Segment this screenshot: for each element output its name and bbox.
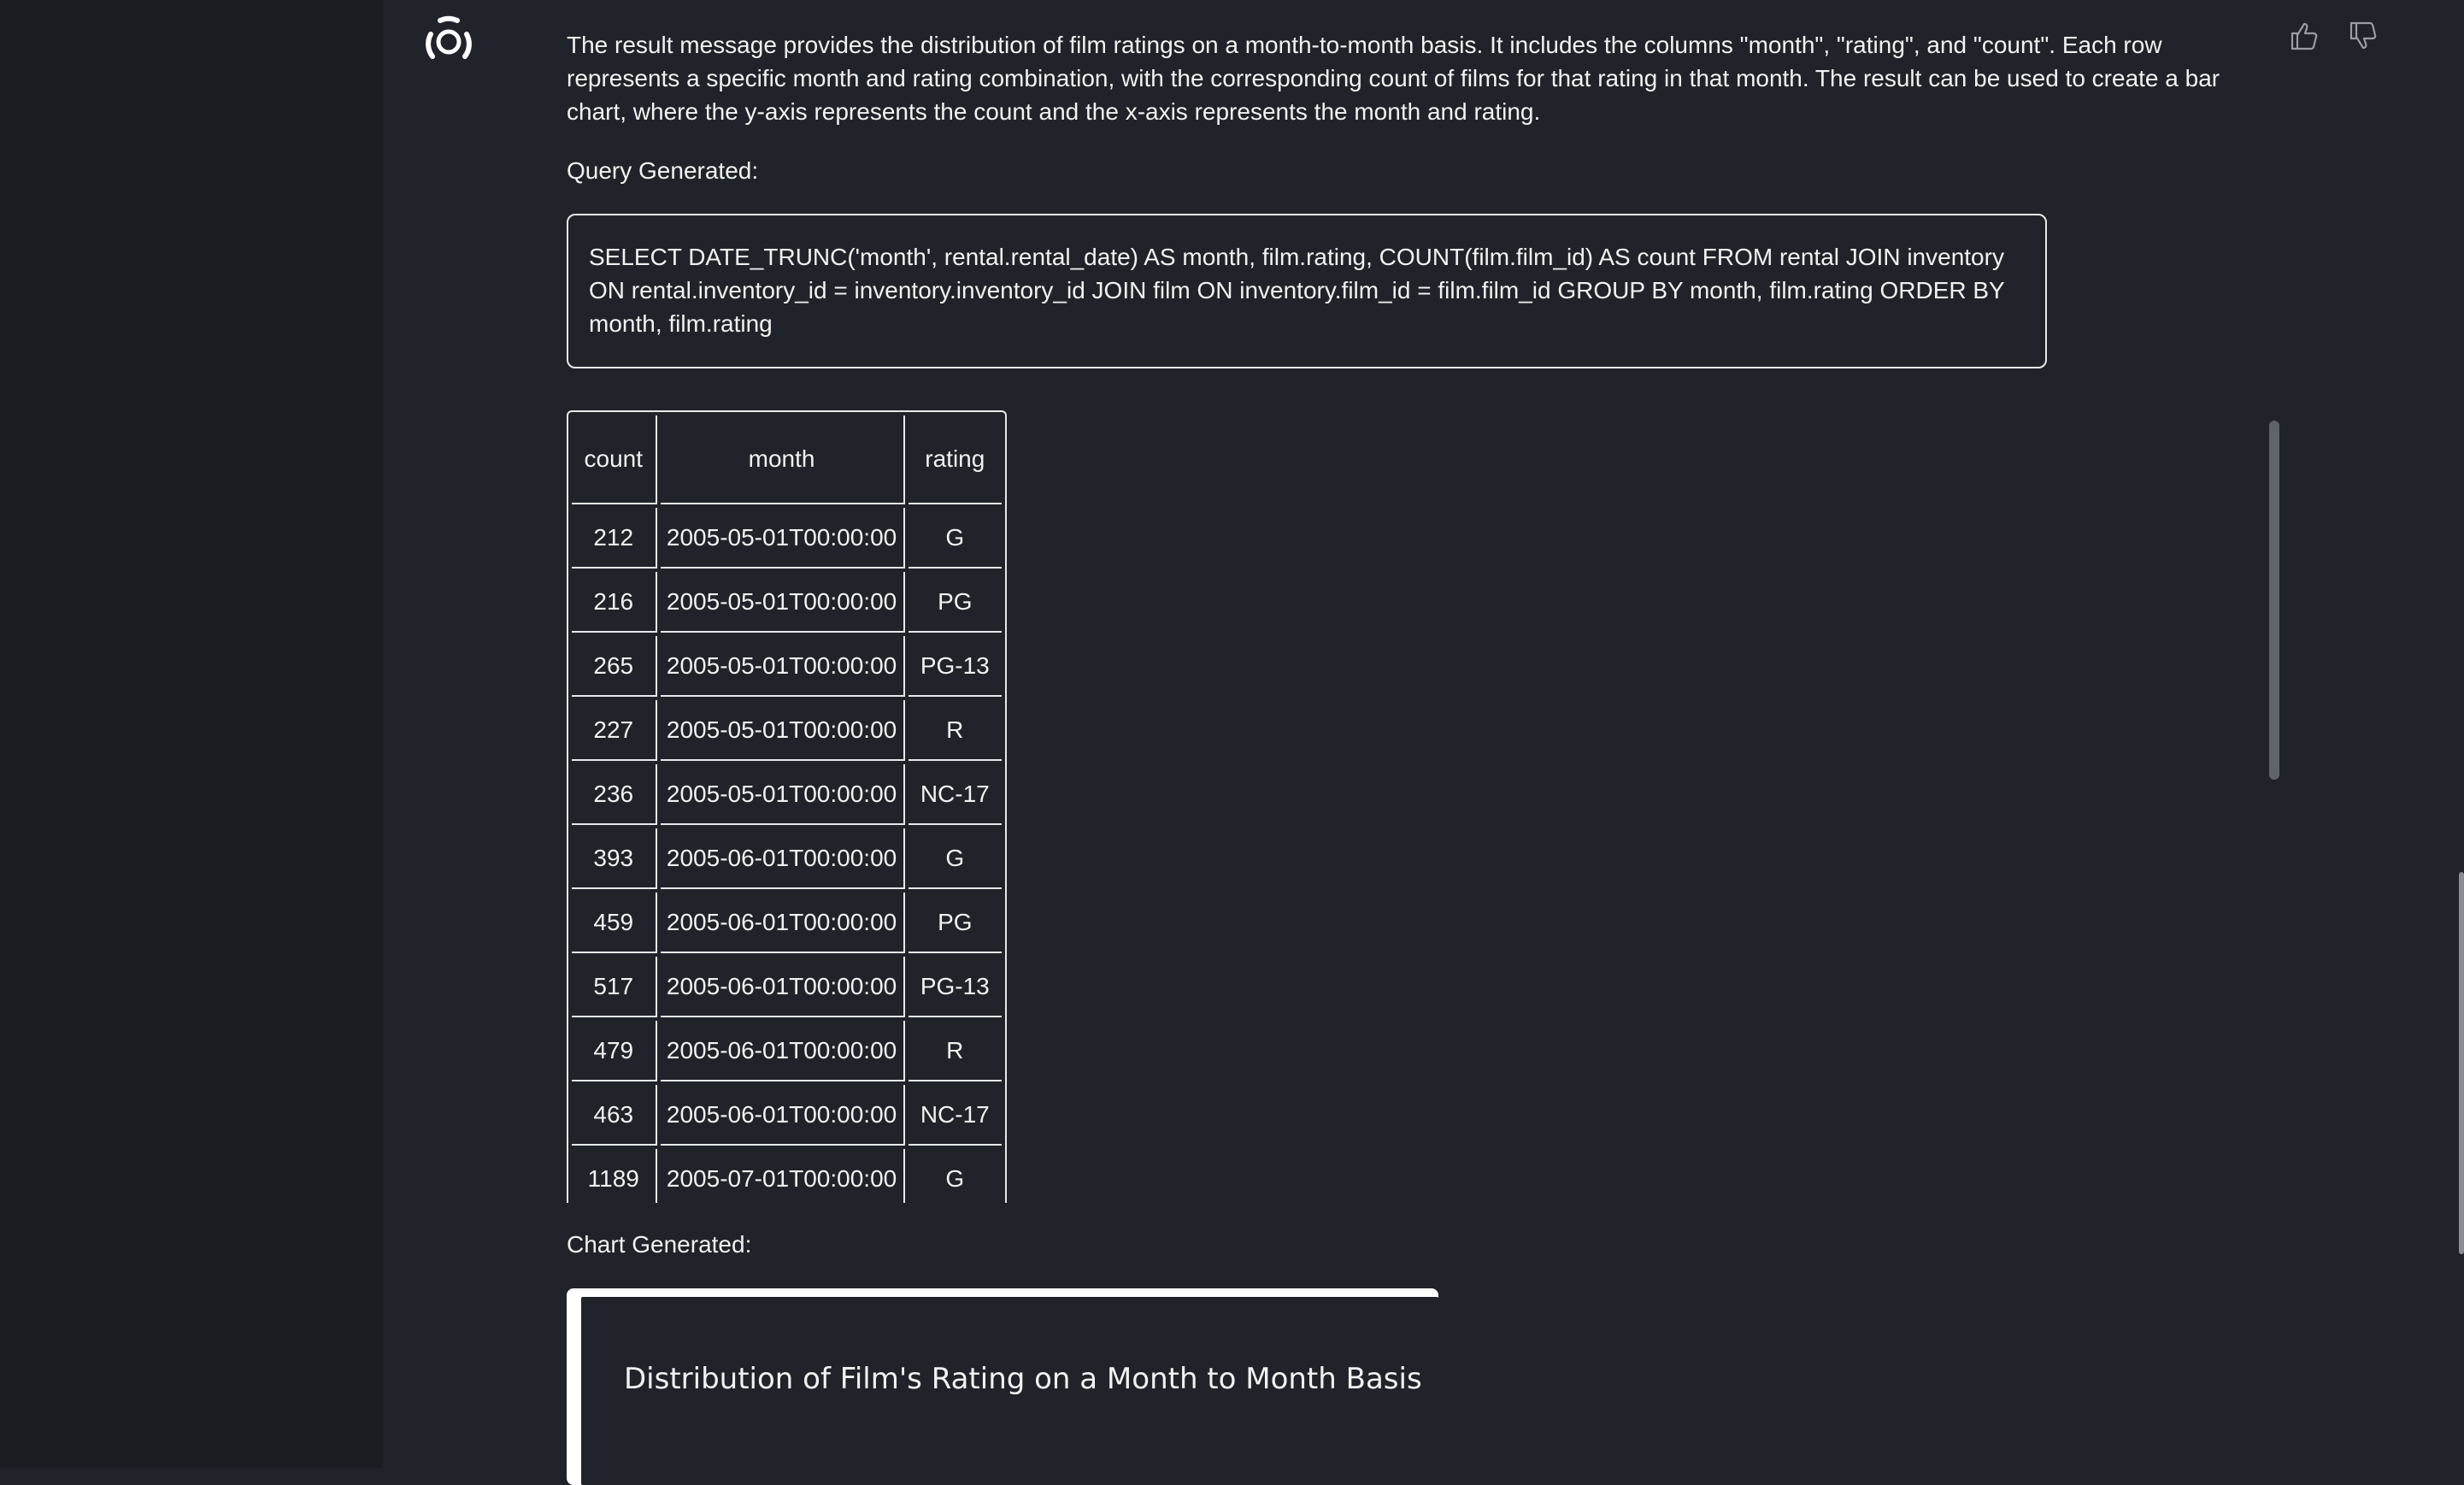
- cell-rating: G: [909, 508, 1002, 569]
- cell-month: 2005-06-01T00:00:00: [661, 1085, 905, 1146]
- cell-count: 393: [572, 828, 657, 889]
- header-rating: rating: [909, 415, 1002, 504]
- cell-month: 2005-05-01T00:00:00: [661, 764, 905, 825]
- cell-rating: G: [909, 828, 1002, 889]
- table-row: [572, 700, 1002, 761]
- cell-count: 212: [572, 508, 657, 569]
- cell-month: 2005-06-01T00:00:00: [661, 957, 905, 1017]
- inner-scrollbar[interactable]: [2269, 421, 2279, 780]
- chart-card: [567, 1288, 1438, 1485]
- cell-month: 2005-06-01T00:00:00: [661, 893, 905, 953]
- table-row: [572, 508, 1002, 569]
- table-row: [572, 1085, 1002, 1146]
- table-row: [572, 828, 1002, 889]
- query-label: Query Generated:: [567, 157, 759, 184]
- cell-month: 2005-05-01T00:00:00: [661, 700, 905, 761]
- cell-rating: PG-13: [909, 957, 1002, 1017]
- table-row: [572, 764, 1002, 825]
- query-box: [567, 214, 2047, 368]
- cell-rating: NC-17: [909, 1085, 1002, 1146]
- cell-rating: R: [909, 1021, 1002, 1081]
- cell-month: 2005-06-01T00:00:00: [661, 828, 905, 889]
- chart-title: Distribution of Film's Rating on a Month to Month Basis: [624, 1362, 1422, 1396]
- table-row: [572, 1149, 1002, 1203]
- table-row: [572, 893, 1002, 953]
- cell-rating: PG-13: [909, 636, 1002, 697]
- cell-count: 1189: [572, 1149, 657, 1203]
- cell-count: 459: [572, 893, 657, 953]
- cell-rating: G: [909, 1149, 1002, 1203]
- assistant-logo-icon: [419, 12, 479, 72]
- thumbs-up-icon[interactable]: [2287, 19, 2321, 53]
- cell-month: 2005-07-01T00:00:00: [661, 1149, 905, 1203]
- header-month: month: [661, 415, 905, 504]
- chart-label: Chart Generated:: [567, 1231, 752, 1258]
- sql-query: SELECT DATE_TRUNC('month', rental.rental_date) AS month, film.rating, COUNT(film.film_id) AS count FROM rental JOIN inventory ON rental.inventory_id = inventory.inventory_id JOIN film ON inventory.film_id = film.film_id GROUP BY month, film.rating ORDER BY month, film.rating: [589, 244, 2005, 337]
- cell-count: 216: [572, 572, 657, 633]
- cell-rating: PG: [909, 572, 1002, 633]
- cell-month: 2005-05-01T00:00:00: [661, 508, 905, 569]
- chart-area: [581, 1297, 1438, 1485]
- cell-month: 2005-05-01T00:00:00: [661, 636, 905, 697]
- cell-count: 479: [572, 1021, 657, 1081]
- result-table[interactable]: [567, 410, 1007, 1203]
- cell-count: 236: [572, 764, 657, 825]
- table-row: [572, 957, 1002, 1017]
- cell-rating: PG: [909, 893, 1002, 953]
- result-message: The result message provides the distribution of film ratings on a month-to-month basis. It includes the columns "month", "rating", and "count". Each row represents a specific month and rating combination, with the corresponding count of films for that rating in that month. The result can be used to create a bar chart, where the y-axis represents the count and the x-axis represents the month and rating.: [567, 32, 2220, 125]
- cell-count: 265: [572, 636, 657, 697]
- cell-rating: NC-17: [909, 764, 1002, 825]
- page-scrollbar[interactable]: [2459, 872, 2464, 1254]
- cell-count: 463: [572, 1085, 657, 1146]
- thumbs-down-icon[interactable]: [2346, 19, 2380, 53]
- cell-month: 2005-06-01T00:00:00: [661, 1021, 905, 1081]
- table-header-row: [572, 415, 1002, 504]
- cell-month: 2005-05-01T00:00:00: [661, 572, 905, 633]
- table-row: [572, 572, 1002, 633]
- table-row: [572, 1021, 1002, 1081]
- table-row: [572, 636, 1002, 697]
- cell-rating: R: [909, 700, 1002, 761]
- sidebar: [0, 0, 383, 1468]
- cell-count: 517: [572, 957, 657, 1017]
- cell-count: 227: [572, 700, 657, 761]
- header-count: count: [572, 415, 657, 504]
